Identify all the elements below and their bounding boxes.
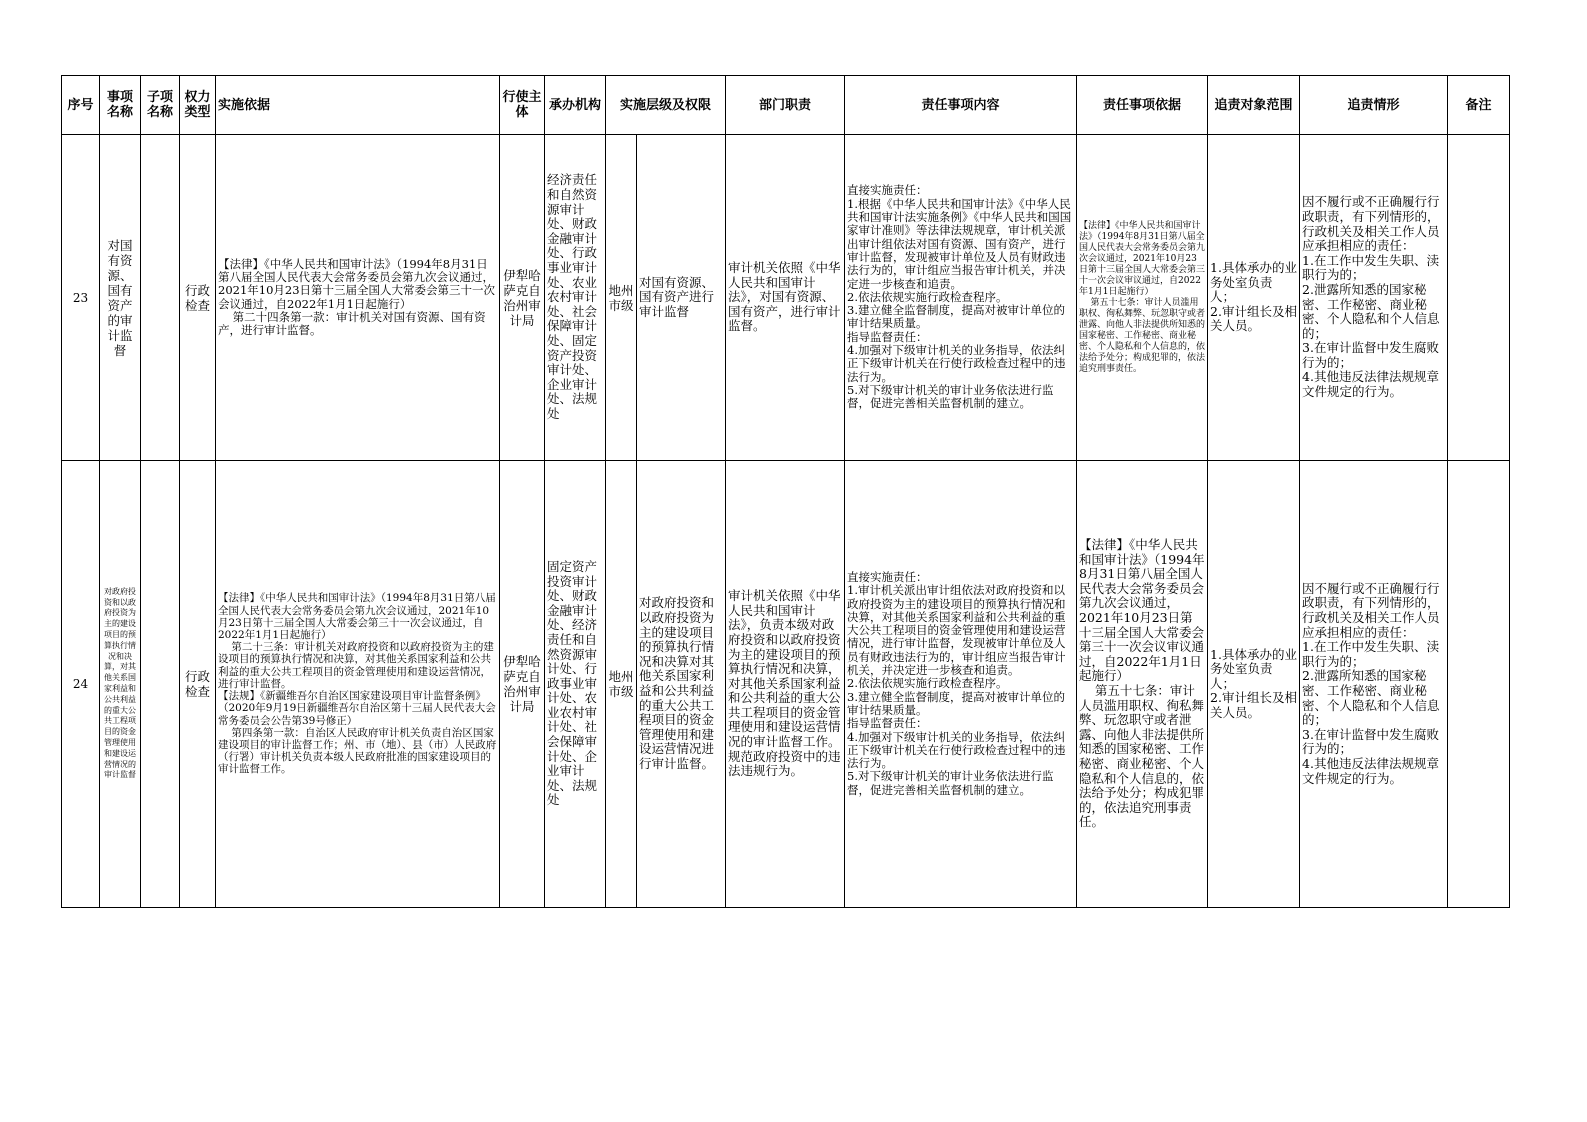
col-header-basis: 实施依据: [216, 76, 500, 135]
col-header-situation: 追责情形: [1300, 76, 1448, 135]
col-header-subject: 行使主体: [500, 76, 545, 135]
cell-basis: 【法律】《中华人民共和国审计法》（1994年8月31日第八届全国人民代表大会常务委员会第九次会议通过，2021年10月23日第十三届全国人大常委会第三十一次会议通过，自2022年1月1日起施行） 第二十三条：审计机关对政府投资和以政府投资为主的建设项目的预算执行情况和决算，对其他关系国家利益和公共利益的重大公共工程项目的资金管理使用和建设运营情况，进行审计监督。 【法规】《新疆维吾尔自治区国家建设项目审计监督条例》（2020年9月19日新疆维吾尔自治区第十三届人民代表大会常务委员会公告第39号修正） 第四条第一款：自治区人民政府审计机关负责自治区国家建设项目的审计监督工作；州、市（地）、县（市）人民政府（行署）审计机关负责本级人民政府批准的国家建设项目的审计监督工作。: [216, 461, 500, 908]
power-list-table: [61, 75, 1510, 908]
header-row: [62, 76, 1510, 135]
table-row: [62, 461, 1510, 908]
cell-dept-duty: 审计机关依照《中华人民共和国审计法》，对国有资源、国有资产，进行审计监督。: [726, 135, 845, 461]
table-row: [62, 135, 1510, 461]
col-header-scope: 追责对象范围: [1208, 76, 1300, 135]
cell-seq: 23: [62, 135, 100, 461]
col-header-seq: 序号: [62, 76, 100, 135]
cell-resp-content: 直接实施责任： 1.根据《中华人民共和国审计法》《中华人民共和国审计法实施条例》《中华人民共和国国家审计准则》等法律法规规章，审计机关派出审计组依法对国有资源、国有资产，进行审计监督，发现被审计单位及人员有财政违法行为的，审计组应当报告审计机关，并决定进一步核查和追责。 2.依法依规实施行政检查程序。 3.建立健全监督制度，提高对被审计单位的审计结果质量。 指导监督责任： 4.加强对下级审计机关的业务指导，依法纠正下级审计机关在行使行政检查过程中的违法行为。 5.对下级审计机关的审计业务依法进行监督，促进完善相关监督机制的建立。: [845, 135, 1077, 461]
cell-resp-content: 直接实施责任： 1.审计机关派出审计组依法对政府投资和以政府投资为主的建设项目的预算执行情况和决算，对其他关系国家利益和公共利益的重大公共工程项目的资金管理使用和建设运营情况，进行审计监督，发现被审计单位及人员有财政违法行为的，审计组应当报告审计机关，并决定进一步核查和追责。 2.依法依规实施行政检查程序。 3.建立健全监督制度，提高对被审计单位的审计结果质量。 指导监督责任： 4.加强对下级审计机关的业务指导，依法纠正下级审计机关在行使行政检查过程中的违法行为。 5.对下级审计机关的审计业务依法进行监督，促进完善相关监督机制的建立。: [845, 461, 1077, 908]
cell-agency: 经济责任和自然资源审计处、财政金融审计处、行政事业审计处、农业农村审计处、社会保障审计处、固定资产投资审计处、企业审计处、法规处: [545, 135, 606, 461]
cell-situation: 因不履行或不正确履行行政职责，有下列情形的，行政机关及相关工作人员应承担相应的责任： 1.在工作中发生失职、渎职行为的； 2.泄露所知悉的国家秘密、工作秘密、商业秘密、个人隐私和个人信息的； 3.在审计监督中发生腐败行为的； 4.其他违反法律法规规章文件规定的行为。: [1300, 461, 1448, 908]
cell-dept-duty: 审计机关依照《中华人民共和国审计法》，负责本级对政府投资和以政府投资为主的建设项目的预算执行情况和决算，对其他关系国家利益和公共利益的重大公共工程项目的资金管理使用和建设运营情况的审计监督工作。规范政府投资中的违法违规行为。: [726, 461, 845, 908]
cell-scope: 1.具体承办的业务处室负责人； 2.审计组长及相关人员。: [1208, 461, 1300, 908]
cell-scope: 1.具体承办的业务处室负责人； 2.审计组长及相关人员。: [1208, 135, 1300, 461]
cell-remark: [1448, 135, 1510, 461]
col-header-remark: 备注: [1448, 76, 1510, 135]
cell-item-name: 对国有资源、国有资产的审计监督: [100, 135, 141, 461]
cell-agency: 固定资产投资审计处、财政金融审计处、经济责任和自然资源审计处、行政事业审计处、农业农村审计处、社会保障审计处、企业审计处、法规处: [545, 461, 606, 908]
cell-level: 地州市级: [606, 461, 637, 908]
col-header-agency: 承办机构: [545, 76, 606, 135]
cell-sub-name: [141, 461, 180, 908]
cell-authority: 对国有资源、国有资产进行审计监督: [637, 135, 726, 461]
cell-remark: [1448, 461, 1510, 908]
cell-power-type: 行政检查: [180, 461, 216, 908]
cell-power-type: 行政检查: [180, 135, 216, 461]
cell-resp-basis: 【法律】《中华人民共和国审计法》（1994年8月31日第八届全国人民代表大会常务委员会第九次会议通过，2021年10月23日第十三届全国人大常委会第三十一次会议审议通过，自2022年1月1日起施行） 第五十七条：审计人员滥用职权、徇私舞弊、玩忽职守或者泄露、向他人非法提供所知悉的国家秘密、工作秘密、商业秘密、个人隐私和个人信息的，依法给予处分；构成犯罪的，依法追究刑事责任。: [1077, 461, 1208, 908]
cell-item-name: 对政府投资和以政府投资为主的建设项目的预算执行情况和决算，对其他关系国家利益和公共利益的重大公共工程项目的资金管理使用和建设运营情况的审计监督: [100, 461, 141, 908]
col-header-power-type: 权力类型: [180, 76, 216, 135]
col-header-resp-basis: 责任事项依据: [1077, 76, 1208, 135]
cell-resp-basis: 【法律】《中华人民共和国审计法》（1994年8月31日第八届全国人民代表大会常务委员会第九次会议通过，2021年10月23日第十三届全国人大常委会第三十一次会议审议通过，自2022年1月1日起施行） 第五十七条：审计人员滥用职权、徇私舞弊、玩忽职守或者泄露、向他人非法提供所知悉的国家秘密、工作秘密、商业秘密、个人隐私和个人信息的，依法给予处分；构成犯罪的，依法追究刑事责任。: [1077, 135, 1208, 461]
col-header-item-name: 事项名称: [100, 76, 141, 135]
cell-sub-name: [141, 135, 180, 461]
col-header-sub-name: 子项名称: [141, 76, 180, 135]
cell-level: 地州市级: [606, 135, 637, 461]
cell-subject: 伊犁哈萨克自治州审计局: [500, 461, 545, 908]
cell-basis: 【法律】《中华人民共和国审计法》（1994年8月31日第八届全国人民代表大会常务委员会第九次会议通过，2021年10月23日第十三届全国人大常委会第三十一次会议通过，自2022年1月1日起施行） 第二十四条第一款：审计机关对国有资源、国有资产，进行审计监督。: [216, 135, 500, 461]
col-header-dept-duty: 部门职责: [726, 76, 845, 135]
cell-authority: 对政府投资和以政府投资为主的建设项目的预算执行情况和决算对其他关系国家利益和公共利益的重大公共工程项目的资金管理使用和建设运营情况进行审计监督。: [637, 461, 726, 908]
cell-subject: 伊犁哈萨克自治州审计局: [500, 135, 545, 461]
cell-situation: 因不履行或不正确履行行政职责，有下列情形的，行政机关及相关工作人员应承担相应的责任： 1.在工作中发生失职、渎职行为的； 2.泄露所知悉的国家秘密、工作秘密、商业秘密、个人隐私和个人信息的； 3.在审计监督中发生腐败行为的； 4.其他违反法律法规规章文件规定的行为。: [1300, 135, 1448, 461]
col-header-resp-content: 责任事项内容: [845, 76, 1077, 135]
col-header-level: 实施层级及权限: [606, 76, 726, 135]
cell-seq: 24: [62, 461, 100, 908]
